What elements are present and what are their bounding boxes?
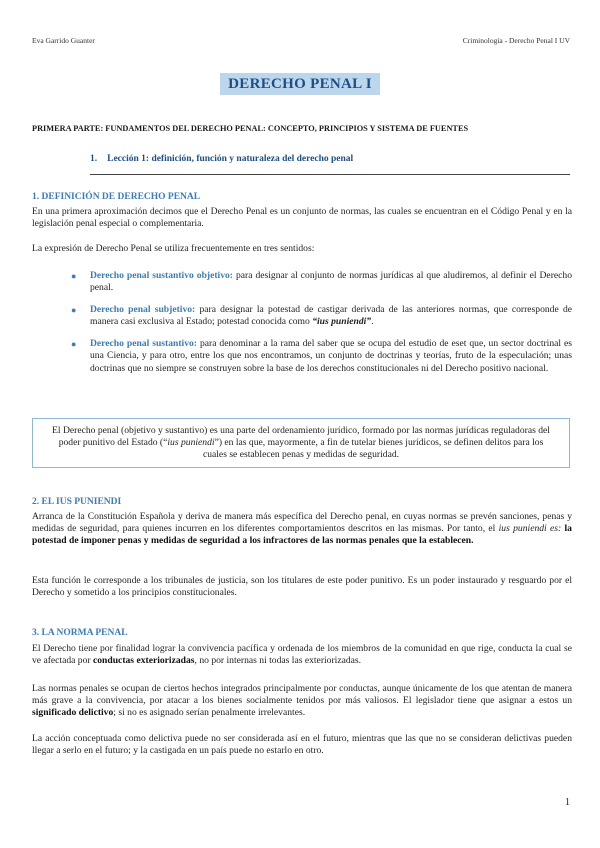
list-item-term: Derecho penal sustantivo objetivo: — [90, 270, 234, 281]
section3-text: El Derecho tiene por finalidad lograr la convivencia pacífica y ordenada de los miembros de la comunidad en que rige, conducta la cual se ve afectada por — [32, 643, 572, 667]
section3-paragraph-3: La acción conceptuada como delictiva puede no ser considerada así en el futuro, mientras que las que no se consideran delictivas pueden llegar a serlo en el futuro; y la castigada en un país puede no estarlo en otro. — [32, 733, 572, 757]
list-item-text: para denominar a la rama del saber que se ocupa del estudio de eset que, un sector doctrinal es una Ciencia, y para otro, entre los que nos encontramos, un conjunto de doctrinas y teorías, fruto de la especulación; unas doctrinas que no siempre se construyen sobre la base de los derechos constitucionales ni del Derecho positivo nacional. — [90, 338, 573, 374]
bullet-icon: ● — [71, 271, 77, 281]
definition-box — [32, 418, 570, 468]
lesson-heading — [90, 154, 353, 164]
definition-text-start: El Derecho penal (objetivo y sustantivo) es una parte del ordenamiento jurídico, formado por las normas jurídicas reguladoras del poder punitivo del Estado (“ — [52, 425, 550, 449]
section3-paragraph-1 — [32, 643, 572, 667]
list-item — [71, 338, 573, 374]
part-title: PRIMERA PARTE: FUNDAMENTOS DEL DERECHO PENAL: CONCEPTO, PRINCIPIOS Y SISTEMA DE FUENTES — [32, 124, 469, 133]
senses-list — [71, 270, 573, 385]
section2-text: Arranca de la Constitución Española y deriva de manera más específica del Derecho penal, en cuyas normas se prevén sanciones, penas y medidas de seguridad, para quienes incurren en los diferentes comportamientos descritos en las mismas. Por tanto, el — [32, 511, 572, 535]
list-item-term: Derecho penal subjetivo: — [90, 304, 196, 316]
header-course: Criminología - Derecho Penal I UV — [462, 36, 570, 45]
section2-bold: la potestad de imponer penas y medidas de seguridad a los infractores de las normas penales que la establecen. — [32, 523, 572, 547]
section-heading-definicion: 1. DEFINICIÓN DE DERECHO PENAL — [32, 192, 201, 202]
lesson-title: Lección 1: definición, función y naturaleza del derecho penal — [107, 154, 354, 164]
section1-paragraph-2: La expresión de Derecho Penal se utiliza frecuentemente en tres sentidos: — [32, 243, 315, 254]
document-title: DERECHO PENAL I — [228, 76, 372, 92]
list-item-term: Derecho penal sustantivo: — [90, 338, 198, 350]
list-item-emphasis: “ius puniendi” — [312, 316, 372, 328]
section1-paragraph-1: En una primera aproximación decimos que el Derecho Penal es un conjunto de normas, las cuales se encuentran en el Código Penal y en la legislación penal especial o complementaria. — [32, 206, 572, 230]
section3-paragraph-2 — [32, 683, 572, 719]
list-item-text: para designar al conjunto de normas jurídicas al que aludiremos, al definir el Derecho penal. — [90, 270, 572, 294]
list-item-tail: . — [371, 316, 374, 328]
section3-bold: conductas exteriorizadas — [93, 655, 195, 667]
section3-bold: significado delictivo — [32, 707, 114, 719]
lesson-number: 1. — [90, 154, 98, 164]
bullet-icon: ● — [71, 339, 77, 350]
bullet-icon: ● — [71, 305, 77, 316]
section3-text-end: , no por internas ni todas las exteriorizadas. — [194, 655, 362, 667]
list-item — [71, 304, 572, 328]
section2-paragraph-2: Esta función le corresponde a los tribunales de justicia, son los titulares de este poder punitivo. Es un poder instaurado y resguardo por el Derecho y sometido a los principios constitucionales. — [32, 575, 572, 599]
section2-emphasis: ius puniendi es: — [498, 523, 562, 535]
lesson-divider — [90, 174, 570, 175]
section3-text: Las normas penales se ocupan de ciertos hechos integrados principalmente por conductas, aunque únicamente de los que atentan de manera más grave a la convivencia, por atacar a los bienes socialmente tenidos por más valiosos. El legislador tiene que asignar a estos un — [32, 683, 572, 707]
section-heading-norma-penal: 3. LA NORMA PENAL — [32, 628, 128, 638]
section-heading-ius-puniendi: 2. EL IUS PUNIENDI — [32, 497, 122, 507]
definition-text-emphasis: ius puniendi — [167, 437, 215, 449]
page-number: 1 — [565, 797, 570, 808]
header-author: Eva Garrido Guanter — [32, 36, 95, 45]
section3-text-end: ; si no es asignado serían penalmente irrelevantes. — [113, 707, 306, 719]
definition-text-end: ”) en las que, mayormente, a fin de tutelar bienes jurídicos, se definen delitos para los cuales se establecen penas y medidas de seguridad. — [202, 437, 544, 461]
list-item-text: para designar la potestad de castigar derivada de las anteriores normas, que corresponde de manera casi exclusiva al Estado; potestad conocida como — [90, 304, 572, 328]
section2-paragraph-1 — [32, 511, 572, 547]
document-title-box — [220, 73, 380, 95]
list-item — [71, 270, 572, 294]
